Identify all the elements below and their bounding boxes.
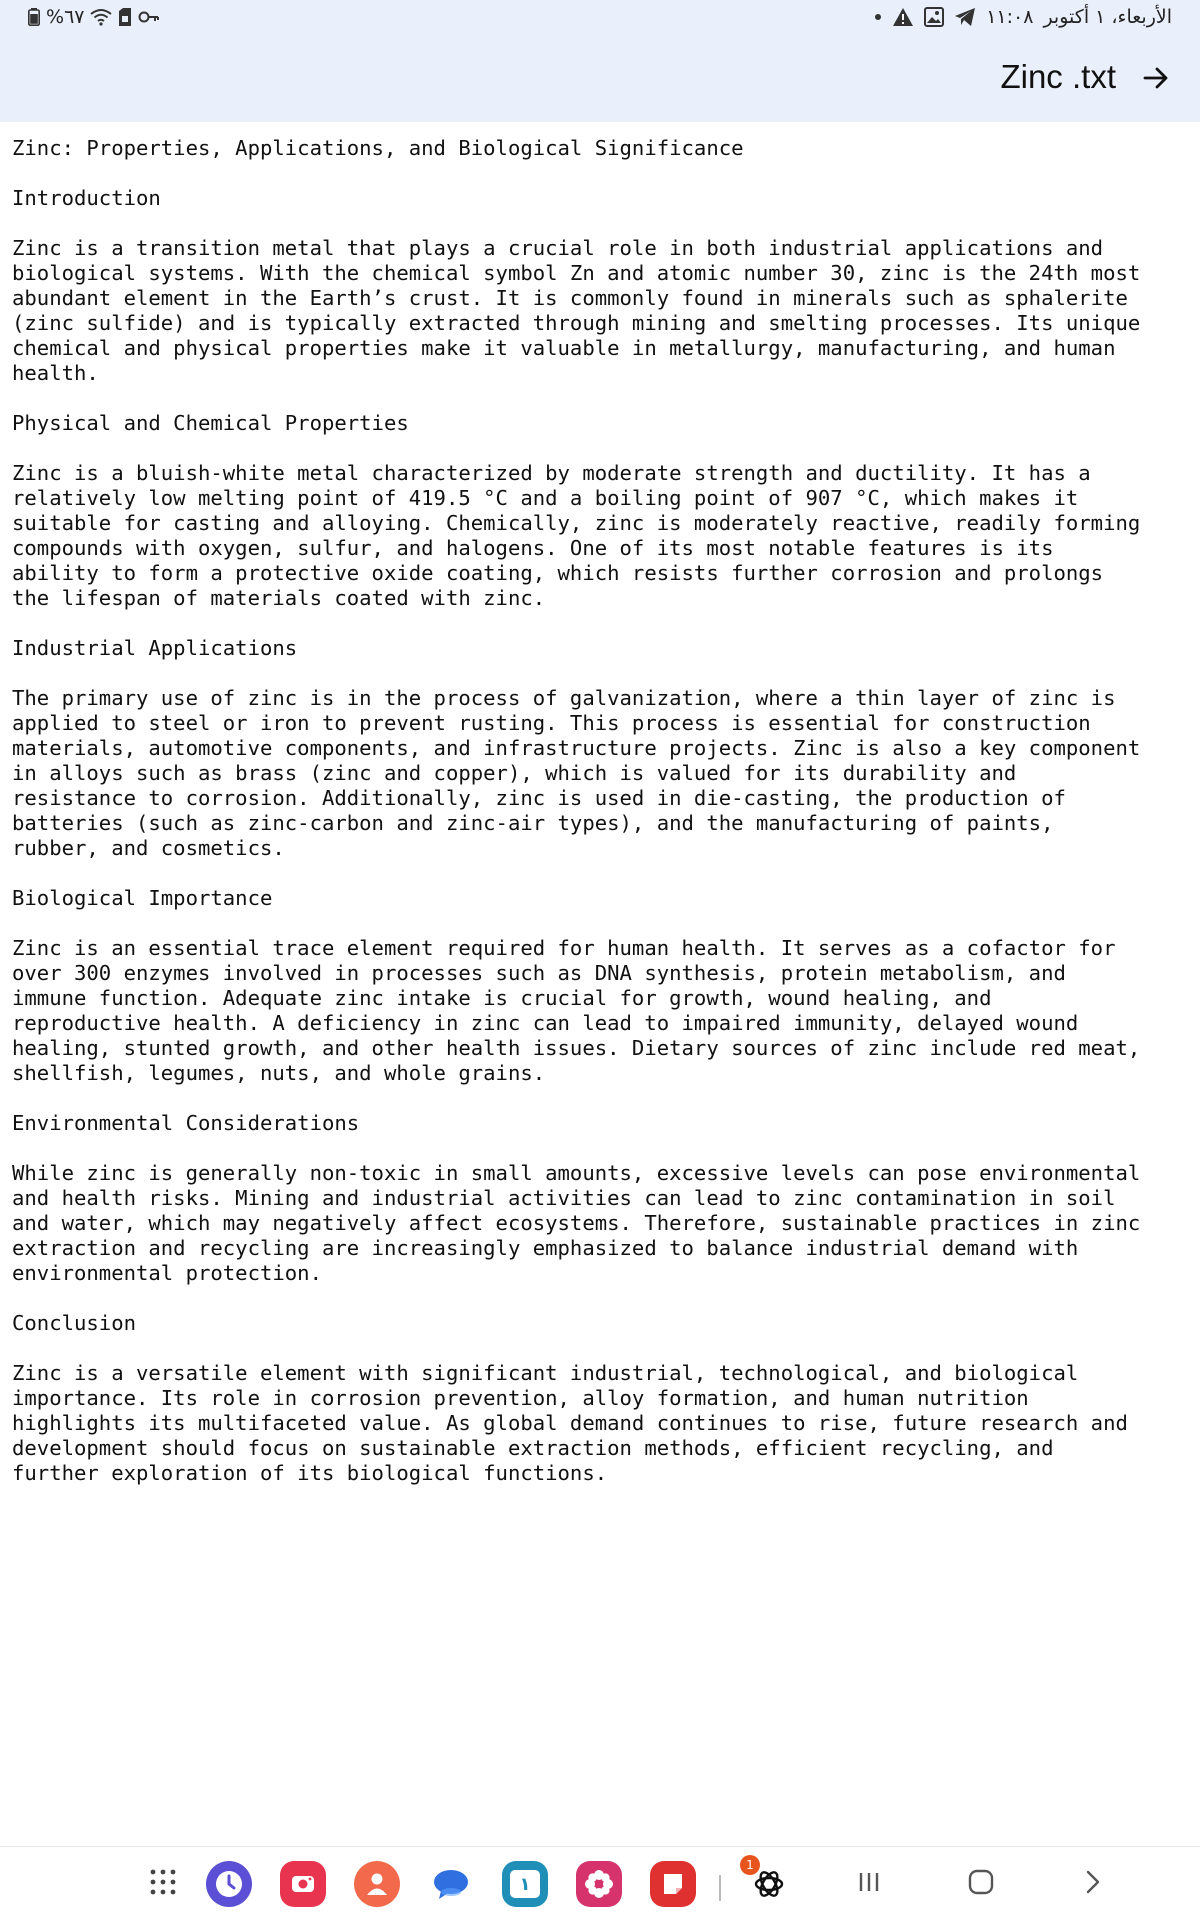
app-bar: [0, 36, 1200, 122]
warning-icon: [892, 7, 914, 27]
chevron-right-icon: [1080, 1869, 1106, 1899]
telegram-icon: [954, 7, 976, 27]
arrow-right-icon: [1141, 63, 1171, 97]
calendar-app-icon: [502, 1861, 548, 1907]
wifi-icon: [90, 8, 112, 26]
document-line: Zinc: Properties, Applications, and Biological Significance: [12, 136, 744, 160]
chatgpt-app-icon: [746, 1858, 792, 1907]
document-line: [12, 1286, 1190, 1311]
document-line: batteries (such as zinc-carbon and zinc-air types), and the manufacturing of paints,: [12, 811, 1054, 835]
status-time: ١١:٠٨: [986, 6, 1034, 28]
document-line: the lifespan of materials coated with zinc.: [12, 586, 546, 610]
notes-app-button[interactable]: [650, 1861, 696, 1907]
document-line: rubber, and cosmetics.: [12, 836, 285, 860]
app-drawer-icon: [148, 1867, 178, 1901]
home-button[interactable]: [958, 1861, 1004, 1907]
messages-app-button[interactable]: [428, 1861, 474, 1907]
notes-app-icon: [650, 1861, 696, 1907]
document-line: compounds with oxygen, sulfur, and halogens. One of its most notable features is its: [12, 536, 1054, 560]
sim-card-icon: [118, 8, 132, 26]
document-line: Introduction: [12, 186, 161, 210]
clock-app-icon: [206, 1861, 252, 1907]
document-line: over 300 enzymes involved in processes such as DNA synthesis, protein metabolism, and: [12, 961, 1066, 985]
status-bar: [0, 0, 1200, 36]
notification-badge: 1: [740, 1855, 760, 1875]
document-line: extraction and recycling are increasingly emphasized to balance industrial demand with: [12, 1236, 1079, 1260]
document-line: [12, 1086, 1190, 1111]
document-line: [12, 436, 1190, 461]
document-line: abundant element in the Earth’s crust. It is commonly found in minerals such as sphalerite: [12, 286, 1128, 310]
document-line: relatively low melting point of 419.5 °C and a boiling point of 907 °C, which makes it: [12, 486, 1079, 510]
document-line: chemical and physical properties make it valuable in metallurgy, manufacturing, and human: [12, 336, 1116, 360]
document-line: Conclusion: [12, 1311, 136, 1335]
nav-divider: [719, 1875, 721, 1901]
contacts-app-button[interactable]: [354, 1861, 400, 1907]
document-line: environmental protection.: [12, 1261, 322, 1285]
status-bar-left: [28, 6, 160, 28]
document-line: suitable for casting and alloying. Chemically, zinc is moderately reactive, readily forming: [12, 511, 1141, 535]
recent-apps-button[interactable]: [846, 1861, 892, 1907]
document-line: biological systems. With the chemical symbol Zn and atomic number 30, zinc is the 24th most: [12, 261, 1141, 285]
document-line: [12, 611, 1190, 636]
calendar-app-button[interactable]: [502, 1861, 548, 1907]
document-line: ability to form a protective oxide coating, which resists further corrosion and prolongs: [12, 561, 1104, 585]
vpn-key-icon: [138, 9, 160, 25]
document-line: Industrial Applications: [12, 636, 298, 660]
back-button[interactable]: [1136, 60, 1176, 100]
document-line: immune function. Adequate zinc intake is crucial for growth, wound healing, and: [12, 986, 992, 1010]
document-line: health.: [12, 361, 99, 385]
document-line: development should focus on sustainable extraction methods, efficient recycling, and: [12, 1436, 1054, 1460]
document-line: [12, 911, 1190, 936]
app-drawer-button[interactable]: [140, 1861, 186, 1907]
chatgpt-app-button[interactable]: [746, 1858, 792, 1907]
gallery-icon: [924, 7, 944, 27]
document-line: Zinc is a versatile element with significant industrial, technological, and biological: [12, 1361, 1079, 1385]
document-line: Physical and Chemical Properties: [12, 411, 409, 435]
contacts-app-icon: [354, 1861, 400, 1907]
document-line: [12, 1336, 1190, 1361]
document-line: Zinc is a bluish-white metal characterized by moderate strength and ductility. It has a: [12, 461, 1091, 485]
flower-app-button[interactable]: [576, 1861, 622, 1907]
document-line: [12, 386, 1190, 411]
battery-icon: [28, 8, 40, 26]
document-line: [12, 1136, 1190, 1161]
document-line: materials, automotive components, and infrastructure projects. Zinc is also a key component: [12, 736, 1141, 760]
file-title: Zinc .txt: [1000, 58, 1116, 95]
document-line: highlights its multifaceted value. As global demand continues to rise, future research and: [12, 1411, 1128, 1435]
document-line: shellfish, legumes, nuts, and whole grains.: [12, 1061, 546, 1085]
screen-recorder-app-icon: [280, 1861, 326, 1907]
calendar-day: ١: [510, 1870, 540, 1898]
document-line: Biological Importance: [12, 886, 273, 910]
navigation-bar: [0, 1846, 1200, 1921]
battery-percent: %٦٧: [46, 6, 85, 28]
document-line: healing, stunted growth, and other health issues. Dietary sources of zinc include red meat,: [12, 1036, 1141, 1060]
document-viewer[interactable]: [0, 122, 1200, 1842]
messages-app-icon: [428, 1861, 474, 1907]
notification-dot-icon: [874, 13, 882, 21]
flower-app-icon: [576, 1861, 622, 1907]
document-line: [12, 211, 1190, 236]
document-line: importance. Its role in corrosion prevention, alloy formation, and human nutrition: [12, 1386, 1029, 1410]
clock-app-button[interactable]: [206, 1861, 252, 1907]
document-line: and water, which may negatively affect ecosystems. Therefore, sustainable practices in zinc: [12, 1211, 1141, 1235]
document-line: The primary use of zinc is in the process of galvanization, where a thin layer of zinc is: [12, 686, 1116, 710]
document-line: (zinc sulfide) and is typically extracted through mining and smelting processes. Its unique: [12, 311, 1141, 335]
document-line: [12, 161, 1190, 186]
back-nav-button[interactable]: [1070, 1861, 1116, 1907]
document-line: Zinc is a transition metal that plays a crucial role in both industrial applications and: [12, 236, 1104, 260]
document-line: in alloys such as brass (zinc and copper), which is valued for its durability and: [12, 761, 1017, 785]
home-icon: [967, 1868, 995, 1900]
document-line: applied to steel or iron to prevent rusting. This process is essential for construction: [12, 711, 1091, 735]
document-line: further exploration of its biological functions.: [12, 1461, 608, 1485]
recent-apps-icon: [856, 1869, 882, 1899]
document-line: and health risks. Mining and industrial activities can lead to zinc contamination in soil: [12, 1186, 1116, 1210]
status-date: الأربعاء، ١ أكتوبر: [1043, 6, 1172, 28]
document-line: resistance to corrosion. Additionally, zinc is used in die-casting, the production of: [12, 786, 1066, 810]
document-line: Zinc is an essential trace element required for human health. It serves as a cofactor for: [12, 936, 1116, 960]
document-text: [12, 136, 1190, 1486]
document-line: While zinc is generally non-toxic in small amounts, excessive levels can pose environmental: [12, 1161, 1141, 1185]
document-line: [12, 861, 1190, 886]
document-line: [12, 661, 1190, 686]
document-line: reproductive health. A deficiency in zinc can lead to impaired immunity, delayed wound: [12, 1011, 1079, 1035]
screen-recorder-app-button[interactable]: [280, 1861, 326, 1907]
document-line: Environmental Considerations: [12, 1111, 360, 1135]
status-bar-right: [874, 6, 1172, 28]
